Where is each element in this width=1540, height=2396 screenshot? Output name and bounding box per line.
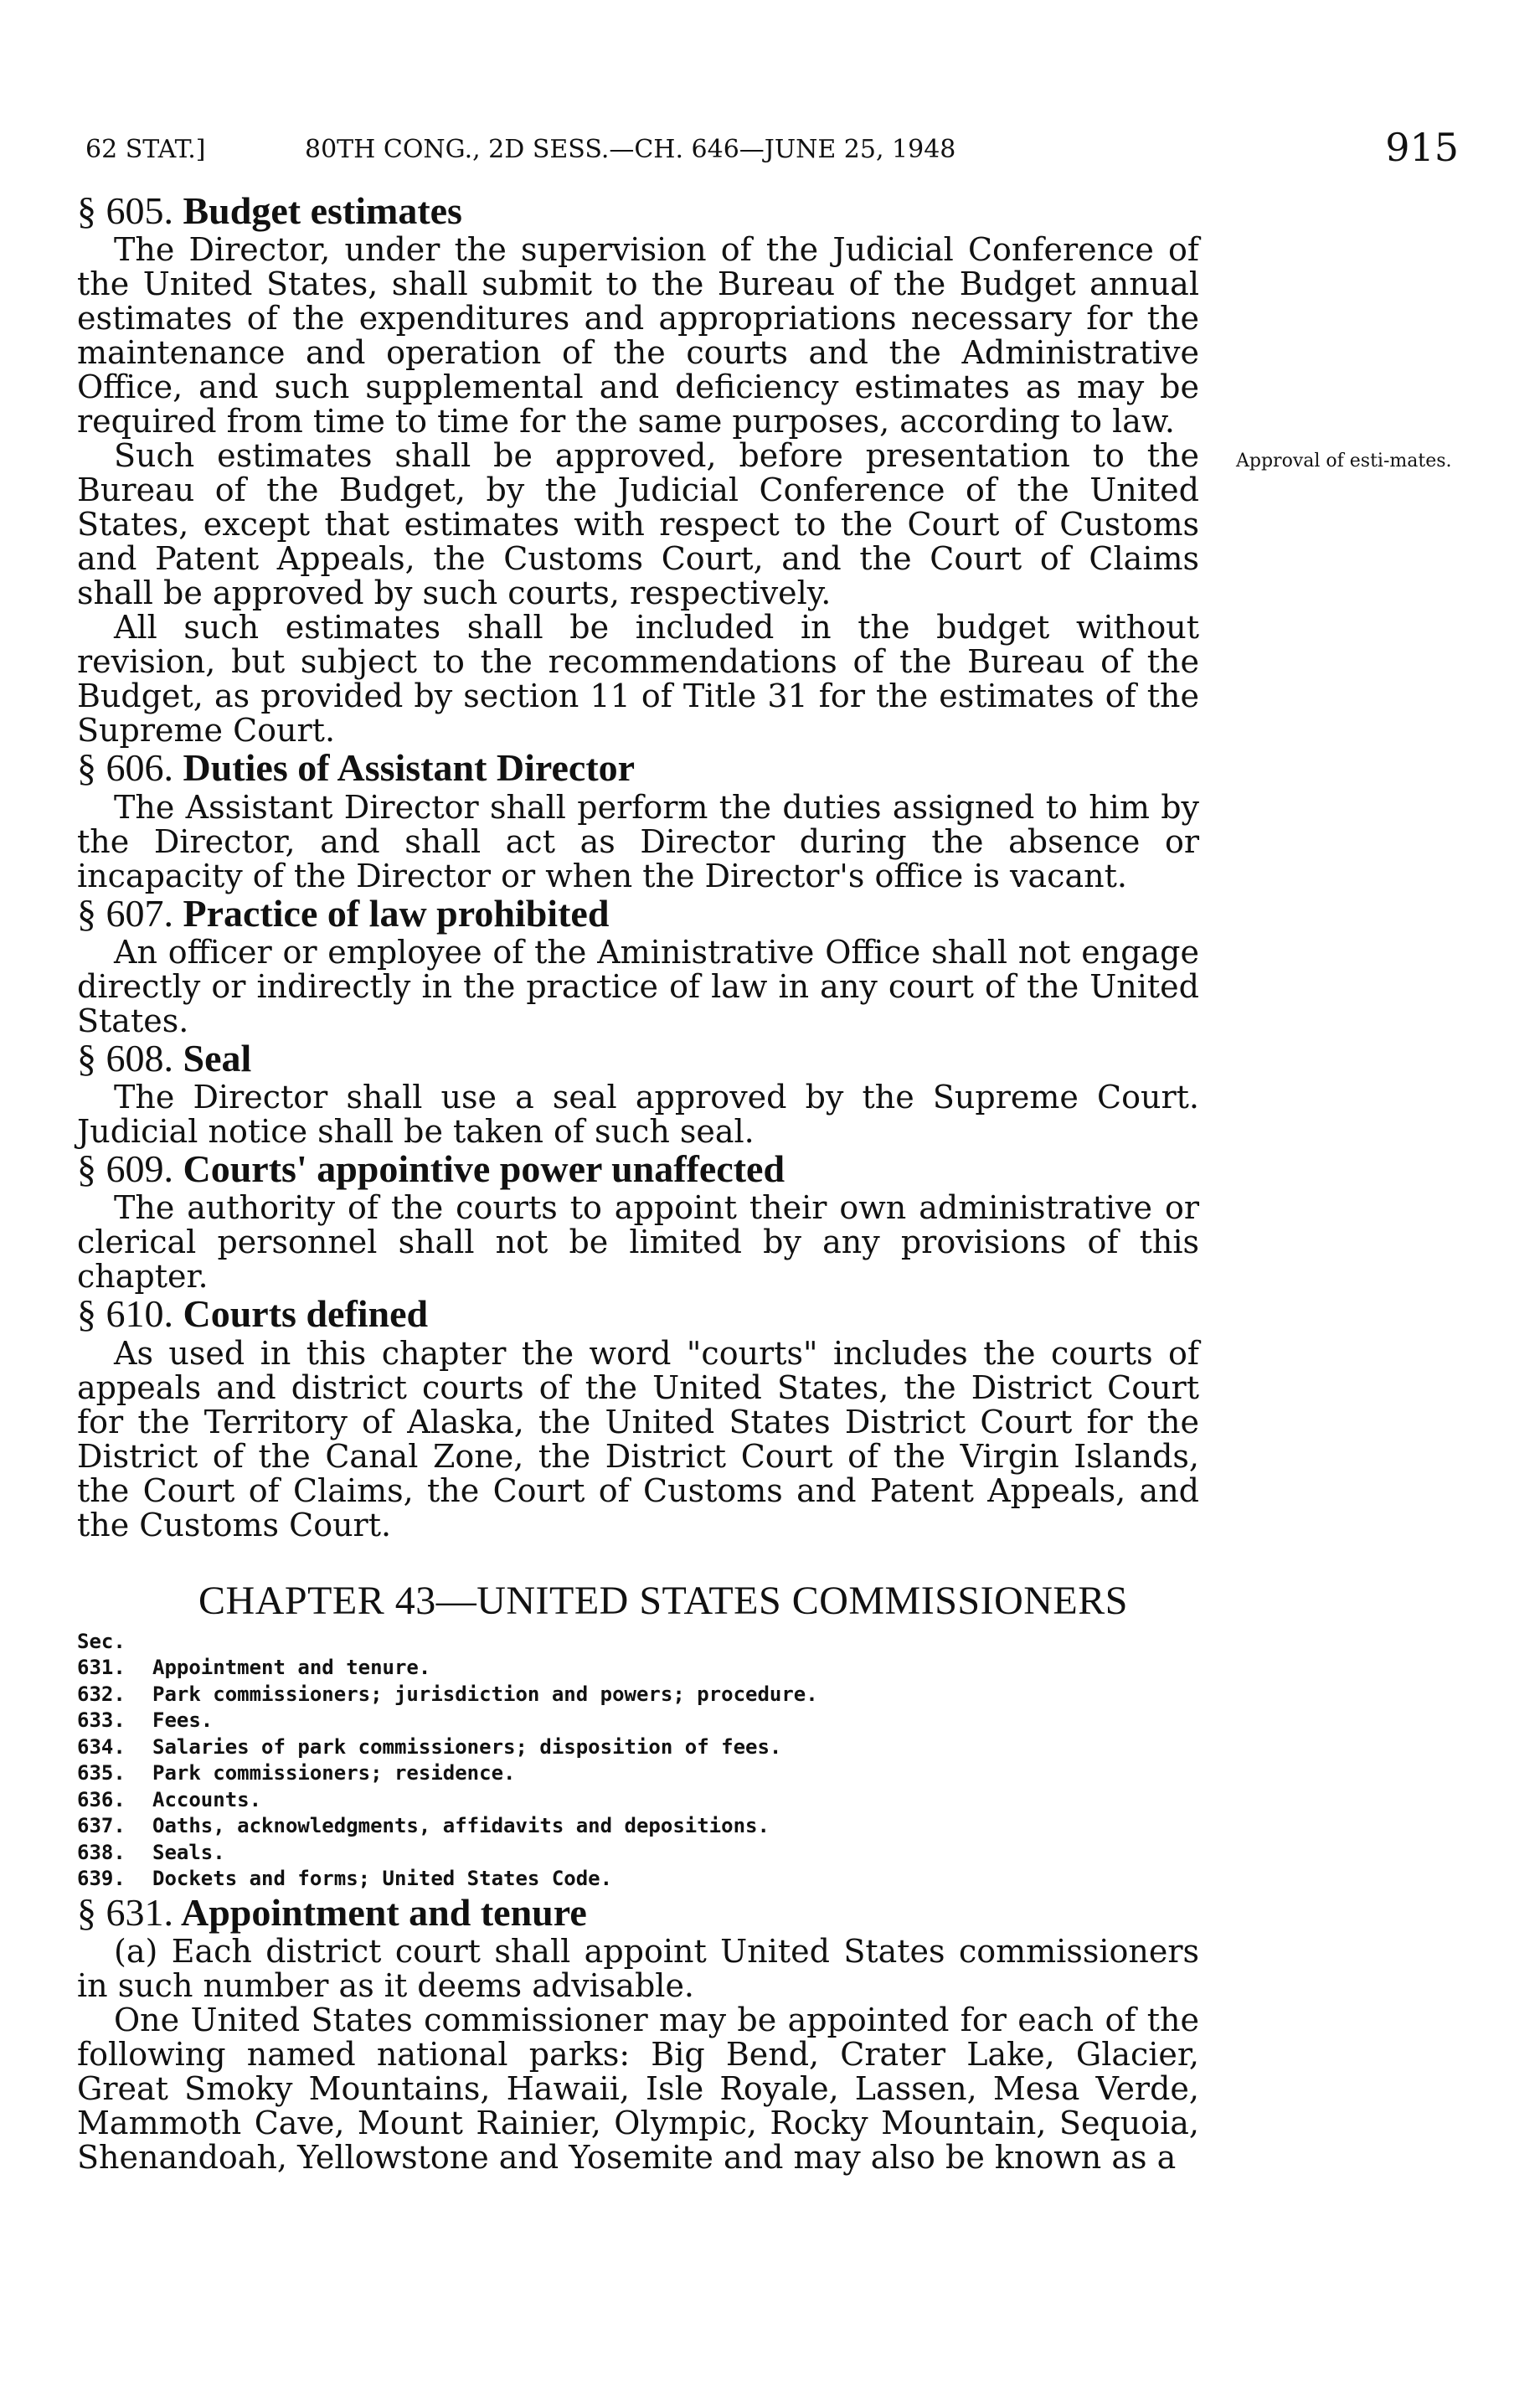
toc-number: 635. xyxy=(77,1761,126,1785)
section-heading xyxy=(77,191,1199,231)
session-line: 80TH CONG., 2D SESS.—CH. 646—JUNE 25, 1948 xyxy=(305,135,956,164)
toc-entry xyxy=(77,1813,1199,1840)
section-608 xyxy=(77,1038,1199,1149)
section-heading xyxy=(77,1890,1199,1934)
toc-number: 633. xyxy=(77,1708,126,1733)
toc-title: Appointment and tenure. xyxy=(152,1656,431,1680)
section-paragraph: The authority of the courts to appoint their own administrative or clerical personnel shall not be limited by any provisions of this chapter. xyxy=(77,1189,1199,1296)
toc-entry xyxy=(77,1655,1199,1682)
toc-number: 631. xyxy=(77,1656,126,1680)
section-paragraph: (a) Each district court shall appoint United States commissioners in such number as it deems advisable. xyxy=(77,1933,1199,2005)
toc-number: 638. xyxy=(77,1840,126,1864)
section-heading xyxy=(77,1294,1199,1334)
page-number: 915 xyxy=(1385,125,1459,170)
section-paragraph: The Director shall use a seal approved by the Supreme Court. Judicial notice shall be taken of such seal. xyxy=(77,1079,1199,1151)
toc-entry xyxy=(77,1708,1199,1734)
section-paragraph: All such estimates shall be included in the budget without revision, but subject to the recommendations of the Bureau of the Budget, as provided by section 11 of Title 31 for the estimates of the Supreme Court. xyxy=(77,609,1199,750)
section-paragraph: As used in this chapter the word "courts" includes the courts of appeals and district courts of the United States, the District Court for the Territory of Alaska, the United States District Court for the District of the Canal Zone, the District Court of the Virgin Islands, the Court of Claims, the Court of Customs and Patent Appeals, and the Customs Court. xyxy=(77,1334,1199,1543)
section-paragraph: An officer or employee of the Aministrative Office shall not engage directly or indirectly in the practice of law in any court of the United States. xyxy=(77,933,1199,1039)
stat-reference: 62 STAT.] xyxy=(85,135,206,164)
page-header xyxy=(85,125,1459,180)
toc-number: 637. xyxy=(77,1814,126,1838)
toc-number: 639. xyxy=(77,1867,126,1891)
section-number: § 608. xyxy=(77,1036,173,1079)
chapter-title: CHAPTER 43—UNITED STATES COMMISSIONERS xyxy=(198,1578,1128,1623)
section-631 xyxy=(77,1890,1199,2177)
toc-entry xyxy=(77,1682,1199,1708)
margin-note: Approval of esti-mates. xyxy=(1236,451,1452,471)
section-607 xyxy=(77,891,1199,1039)
section-number: § 610. xyxy=(77,1292,173,1336)
section-610 xyxy=(77,1294,1199,1542)
toc-number: 632. xyxy=(77,1682,126,1706)
section-title: Seal xyxy=(183,1036,252,1079)
section-title: Budget estimates xyxy=(183,189,462,232)
section-title: Courts defined xyxy=(183,1292,429,1336)
toc-title: Dockets and forms; United States Code. xyxy=(152,1867,613,1891)
toc-title: Fees. xyxy=(152,1708,214,1733)
section-paragraph: One United States commissioner may be appointed for each of the following named national parks: Big Bend, Crater Lake, Glacier, Great Smoky Mountains, Hawaii, Isle Royale, Lassen, Mesa Verde, Mammoth Cave, Mount Rainier, Olympic, Rocky Mountain, Sequoia, Shenandoah, Yellowstone and Yosemite and may also be known as a xyxy=(77,2002,1199,2177)
toc-entry xyxy=(77,1734,1199,1761)
page-body xyxy=(77,191,1199,2175)
toc-title: Seals. xyxy=(152,1840,225,1864)
section-number: § 606. xyxy=(77,746,173,790)
section-title: Appointment and tenure xyxy=(180,1890,587,1934)
section-number: § 609. xyxy=(77,1147,173,1191)
section-heading xyxy=(77,891,1199,935)
section-number: § 631. xyxy=(77,1890,173,1934)
section-title: Courts' appointive power unaffected xyxy=(183,1147,785,1191)
toc-number: 634. xyxy=(77,1734,126,1759)
section-heading xyxy=(77,1038,1199,1079)
toc-entry xyxy=(77,1760,1199,1787)
section-609 xyxy=(77,1149,1199,1294)
toc-entry xyxy=(77,1787,1199,1814)
section-number: § 607. xyxy=(77,891,173,935)
toc-title: Oaths, acknowledgments, affidavits and depositions. xyxy=(152,1814,770,1838)
section-paragraph: The Director, under the supervision of the Judicial Conference of the United States, shall submit to the Bureau of the Budget annual estimates of the expenditures and appropriations necessary for the maintenance and operation of the courts and the Administrative Office, and such supplemental and deficiency estimates as may be required from time to time for the same purposes, according to law. xyxy=(77,231,1199,441)
toc-title: Park commissioners; jurisdiction and powers; procedure. xyxy=(152,1682,818,1706)
toc-heading: Sec. xyxy=(77,1629,126,1653)
section-606 xyxy=(77,748,1199,893)
section-title: Duties of Assistant Director xyxy=(183,746,636,790)
toc-entry xyxy=(77,1866,1199,1893)
section-paragraph: Such estimates shall be approved, before presentation to the Bureau of the Budget, by the Judicial Conference of the United States, except that estimates with respect to the Court of Customs and Patent Appeals, the Customs Court, and the Court of Claims shall be approved by such courts, respectively. xyxy=(77,437,1199,612)
toc-title: Salaries of park commissioners; disposition of fees. xyxy=(152,1734,782,1759)
toc-title: Park commissioners; residence. xyxy=(152,1761,516,1785)
chapter-table-of-contents xyxy=(77,1629,1199,1893)
section-title: Practice of law prohibited xyxy=(183,891,610,935)
section-605 xyxy=(77,191,1199,748)
toc-number: 636. xyxy=(77,1787,126,1811)
section-heading xyxy=(77,748,1199,788)
section-number: § 605. xyxy=(77,189,173,232)
section-heading xyxy=(77,1149,1199,1189)
toc-entry xyxy=(77,1840,1199,1867)
section-paragraph: The Assistant Director shall perform the duties assigned to him by the Director, and shall act as Director during the absence or incapacity of the Director or when the Director's office is vacant. xyxy=(77,788,1199,894)
toc-title: Accounts. xyxy=(152,1787,262,1811)
